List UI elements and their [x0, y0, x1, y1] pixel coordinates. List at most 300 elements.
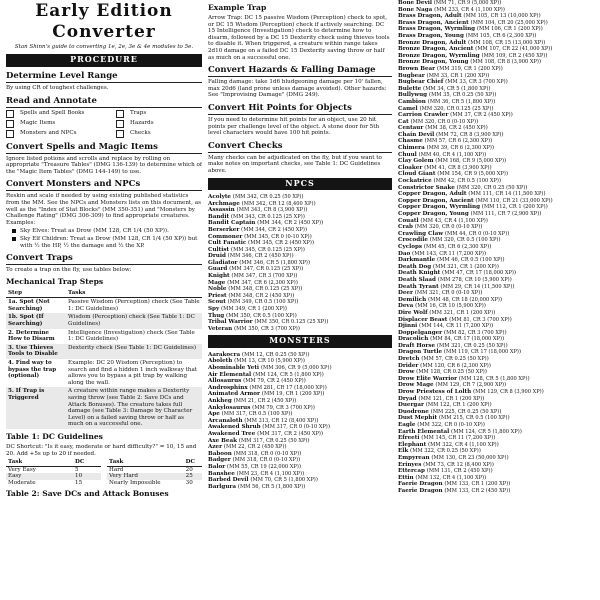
creature-name: Cyclops [398, 243, 423, 250]
list-item: Cult Fanatic (MM 345, CR 2 (450 XP)) [208, 240, 315, 247]
check-checks[interactable]: Checks [116, 130, 202, 138]
list-item: Bugbear Chief (MM 33, CR 3 (700 XP)) [398, 79, 508, 86]
creature-name: Cloud Giant [398, 171, 436, 178]
creature-name: Drow Elite Warrior [398, 375, 458, 382]
creature-name: Dust Mephit [398, 415, 438, 422]
creature-stats: MM 57, CR 6 (2,300 XP) [426, 138, 490, 145]
creature-name: Cultist [208, 246, 230, 253]
creature-name: Cloaker [398, 164, 423, 171]
list-item: Ettercap (MM 131, CR 2 (450 XP)) [398, 468, 493, 475]
list-item: Copper Dragon, Ancient (MM 110, CR 21 (33,000 XP)) [398, 197, 553, 204]
hit-points-heading: Convert Hit Points for Objects [208, 103, 392, 115]
table-row: 1a. Spot (Not Searching) Passive Wisdom (Perception) check (See Table 1: DC Guidelines) [8, 299, 200, 312]
creature-name: Cockatrice [398, 178, 432, 185]
checkbox-icon[interactable] [116, 120, 124, 128]
creature-stats: MM 121, CR 1 (200 XP) [420, 395, 483, 402]
list-item: Death Slaad (MM 278, CR 10 (5,900 XP)) [398, 276, 512, 283]
creature-stats: MM 104, CR 20 (25,000 XP) [472, 19, 546, 26]
list-item: Cyclops (MM 45, CR 6 (2,300 XP)) [398, 243, 492, 250]
convert-spells-heading: Convert Spells and Magic Items [6, 142, 202, 154]
creature-stats: MM 321, CR 0.25 (50 XP) [439, 342, 506, 349]
col-step: Step [6, 289, 66, 298]
creature-name: Demilich [398, 296, 427, 303]
determine-level-text: By using CR of toughest challenges. [6, 84, 109, 91]
creature-name: Dragon Turtle [398, 349, 443, 356]
list-item: Death Knight (MM 47, CR 17 (18,000 XP)) [398, 270, 517, 277]
creature-name: Cat [398, 118, 409, 125]
example-trap-heading: Example Trap [208, 3, 267, 12]
hazards-heading: Convert Hazards & Falling Damage [208, 65, 392, 77]
list-item: Deva (MM 16, CR 10 (5,900 XP)) [398, 303, 486, 310]
list-item: Abominable Yeti (MM 306, CR 9 (5,000 XP)) [208, 365, 332, 372]
list-item: Drider (MM 120, CR 6 (2,300 XP)) [398, 362, 491, 369]
creature-stats: MM 346, CR 2 (450 XP) [229, 253, 292, 260]
creature-name: Bronze Dragon, Young [398, 59, 469, 66]
bullet-square-icon [12, 229, 16, 233]
creature-stats: MM 350, CR 0.5 (100 XP) [228, 312, 295, 319]
read-annotate-heading: Read and Annotate [6, 96, 202, 108]
creature-stats: MM 322, CR 4 (1,100 XP) [430, 441, 497, 448]
creature-name: Berserker [208, 226, 240, 233]
creature-name: Druid [208, 253, 226, 260]
page-title-line-2: Converter [52, 22, 156, 42]
creature-stats: MM 45, CR 6 (2,300 XP) [426, 243, 490, 250]
list-item: Azer (MM 22, CR 2 (450 XP)) [208, 444, 287, 451]
creature-stats: MM 82, CR 3 (700 XP) [446, 329, 505, 336]
creature-stats: MM 33, CR 1 (200 XP) [428, 72, 488, 79]
list-item: Copper Dragon, Young (MM 111, CR 7 (2,900 XP)) [398, 211, 542, 217]
list-item: Dust Mephit (MM 215, CR 0.5 (100 XP)) [398, 415, 510, 422]
creature-name: Bone Devil [398, 0, 432, 6]
creature-name: Earth Elemental [398, 428, 450, 435]
creature-stats: MM 349, CR 0.5 (100 XP) [229, 299, 297, 306]
table-row: 2. Determine How to Disarm Intelligence (Investigation) check (See Table 1: DC Guidelines) [8, 329, 195, 343]
list-item: Dretch (MM 57, CR 0.25 (50 XP)) [398, 356, 489, 363]
creature-name: Drow Mage [398, 382, 434, 389]
creature-stats: MM 350, CR 3 (700 XP) [236, 325, 298, 332]
creature-stats: MM 344, CR 2 (450 XP) [259, 220, 321, 227]
creature-stats: MM 44, CR 0 (0-10 XP) [447, 230, 508, 237]
list-item: Cambion (MM 36, CR 5 (1,800 XP)) [398, 98, 496, 105]
creature-name: Abominable Yeti [208, 365, 260, 372]
creature-stats: MM 349, CR 1 (200 XP) [223, 306, 285, 313]
creature-stats: MM 133, CR 1 (200 XP) [446, 481, 509, 488]
creature-stats: MM 129, CR 7 (2,900 XP) [437, 382, 505, 389]
bullet-square-icon [12, 237, 16, 241]
checkbox-icon[interactable] [6, 110, 14, 118]
creature-stats: MM 133, CR 2 (450 XP) [446, 487, 509, 494]
creature-stats: MM 29, CR 14 (11,500 XP) [442, 283, 513, 290]
creature-name: Aboleth [208, 358, 233, 365]
table-row: Hard 20 [109, 466, 193, 473]
creature-stats: MM 79, CR 2 (450 XP) [245, 378, 304, 385]
creature-name: Crocodile [398, 237, 428, 244]
list-item: Eagle (MM 322, CR 0 (0-10 XP)) [398, 422, 485, 428]
list-item: Cloud Giant (MM 154, CR 9 (5,000 XP)) [398, 171, 509, 178]
creature-name: Bronze Dragon, Ancient [398, 46, 474, 53]
creature-name: Chain Devil [398, 131, 435, 138]
creature-name: Brass Dragon, Adult [398, 13, 462, 20]
creature-stats: MM 108, CR 8 (3,900 XP) [472, 59, 539, 66]
creature-stats: MM 79, CR 3 (700 XP) [254, 404, 313, 411]
mech-trap-heading: Mechanical Trap Steps [6, 276, 104, 286]
creature-name: Bugbear [398, 72, 425, 79]
creature-name: Ankheg [208, 398, 232, 404]
list-item: Chain Devil (MM 72, CR 8 (3,900 XP)) [398, 131, 504, 138]
left-column [6, 0, 202, 600]
creature-name: Copper Dragon, Ancient [398, 197, 474, 204]
check-traps[interactable]: Traps [116, 110, 202, 118]
list-item: Drow Priestess of Lolth (MM 129, CR 8 (3,900 XP)) [398, 389, 544, 396]
creature-stats: MM 47, CR 17 (18,000 XP) [444, 270, 514, 277]
list-item: Copper Dragon, Adult (MM 111, CR 14 (11,500 XP)) [398, 191, 546, 198]
creature-stats: MM 108, CR 15 (13,000 XP) [470, 39, 544, 46]
list-item: Camel (MM 320, CR 0.125 (25 XP)) [398, 105, 494, 112]
creature-stats: MM 36, CR 5 (1,800 XP) [429, 98, 494, 105]
convert-traps-heading: Convert Traps [6, 253, 202, 265]
creature-stats: MM 109, CR 2 (450 XP) [483, 52, 546, 59]
creature-name: Knight [208, 273, 230, 280]
checks-heading: Convert Checks [208, 141, 392, 153]
list-item: Bronze Dragon, Wyrmling (MM 109, CR 2 (450 XP)) [398, 52, 548, 59]
table-row: Very Hard 25 [107, 473, 202, 480]
list-item: Elephant (MM 322, CR 4 (1,100 XP)) [398, 441, 499, 448]
creature-name: Dao [398, 250, 411, 257]
list-item: Thug (MM 350, CR 0.5 (100 XP)) [208, 312, 297, 319]
list-item: Constrictor Snake (MM 320, CR 0.25 (50 XP)) [398, 184, 528, 191]
creature-stats: MM 343, CR 0.125 (25 XP) [233, 213, 303, 220]
creature-stats: MM 39, CR 6 (2,300 XP) [428, 145, 492, 152]
list-item: Cloaker (MM 41, CR 8 (3,900 XP)) [398, 164, 492, 171]
bullet-sky-elves: Sky Elves: Treat as Drow (MM 128, CR 1/4 (50 XP)). [12, 228, 202, 235]
col-tasks: Tasks [66, 289, 202, 298]
list-item: Erinyes (MM 73, CR 12 (8,400 XP)) [398, 461, 494, 468]
creature-stats: MM 154, CR 9 (5,000 XP) [439, 171, 506, 178]
list-item: Mage (MM 347, CR 6 (2,300 XP)) [208, 279, 298, 286]
creature-stats: MM 21, CR 2 (450 XP) [235, 398, 295, 404]
creature-name: Brass Dragon, Young [398, 32, 464, 39]
creature-name: Drow Priestess of Lolth [398, 389, 472, 396]
creature-name: Gladiator [208, 259, 238, 266]
right-column [398, 0, 596, 600]
creature-name: Brown Bear [398, 65, 436, 72]
creature-stats: MM 131, CR 2 (450 XP) [428, 468, 491, 475]
creature-stats: MM 56, CR 5 (1,800 XP) [239, 483, 304, 490]
creature-name: Doppelganger [398, 329, 443, 336]
creature-name: Baboon [208, 450, 232, 457]
creature-stats: MM 105, CR 6 (2,300 XP) [467, 32, 535, 39]
table-row: Easy 10 [6, 473, 101, 480]
list-item: Dao (MM 143, CR 11 (7,200 XP)) [398, 250, 487, 257]
table2-heading: Table 2: Save DCs and Attack Bonuses [6, 489, 169, 499]
creature-stats: MM 320, CR 0.125 (25 XP) [421, 105, 492, 112]
creature-stats: MM 19, CR 1 (200 XP) [263, 391, 323, 398]
creature-name: Veteran [208, 325, 233, 332]
creature-stats: MM 313, CR 12 (8,400 XP) [246, 417, 317, 424]
creature-name: Darkmantle [398, 257, 436, 264]
list-item: Brown Bear (MM 319, CR 1 (200 XP)) [398, 65, 503, 72]
creature-name: Assassin [208, 207, 235, 214]
convert-traps-text: To create a trap on the fly, use tables below: [6, 267, 132, 274]
list-item: Dracolich (MM 84, CR 17 (18,000 XP)) [398, 336, 505, 343]
creature-stats: MM 43, CR 4 (1,100 XP) [422, 217, 486, 224]
list-item: Air Elemental (MM 124, CR 5 (1,800 XP)) [208, 371, 324, 378]
creature-name: Bronze Dragon, Wyrmling [398, 52, 480, 59]
creature-name: Guard [208, 266, 228, 273]
list-item: Copper Dragon, Wyrmling (MM 112, CR 1 (200 XP)) [398, 204, 548, 211]
list-item: Draft Horse (MM 321, CR 0.25 (50 XP)) [398, 342, 508, 349]
creature-name: Bandit [208, 213, 230, 220]
list-item: Axe Beak (MM 317, CR 0.25 (50 XP)) [208, 437, 310, 444]
table-row: 4. Find way to bypass the trap (optional) Example: DC 20 Wisdom (Perception) to search and find a hidden 1 inch walkway that allows you to bypass a pit trap by walking along the wall. [8, 360, 198, 386]
creature-stats: MM 124, CR 5 (1,800 XP) [453, 428, 520, 435]
list-item: Bullywug (MM 35, CR 0.25 (50 XP)) [398, 92, 497, 99]
creature-stats: MM 38, CR 2 (450 XP) [427, 125, 486, 132]
creature-stats: MM 33, CR 3 (700 XP) [447, 79, 506, 86]
convert-monsters-text: Reskin and scale if needed by using existing published statistics from the MM. See the NPCs and Monsters lists on this document, as well as the "Index of Stat Blocks" (MM 350-351) and "Monsters by Challenge Rating" (DMG 306-309) to find appropriate creatures. Examples: [6, 193, 201, 226]
creature-name: Mage [208, 279, 226, 286]
creature-stats: MM 129, CR 8 (3,900 XP) [475, 389, 542, 396]
creature-name: Copper Dragon, Young [398, 211, 469, 217]
list-item: Carrion Crawler (MM 37, CR 2 (450 XP)) [398, 112, 513, 119]
list-item: Djinni (MM 144, CR 11 (7,200 XP)) [398, 323, 494, 330]
npcs-bar: NPCS [208, 178, 392, 190]
creature-stats: MM 16, CR 10 (5,900 XP) [417, 303, 484, 310]
list-item: Brass Dragon, Adult (MM 105, CR 13 (10,000 XP)) [398, 13, 541, 20]
list-item: Bronze Dragon, Young (MM 108, CR 8 (3,900 XP)) [398, 59, 542, 66]
bullet-sky-elf-children: Sky Elf Children: Treat as Drow (MM 128, CR 1/4 (50 XP)) but with ½ the HP, ½ the damage and ½ the XP. [12, 236, 202, 249]
creature-name: Death Slaad [398, 276, 436, 283]
list-item: Brass Dragon, Ancient (MM 104, CR 20 (25,000 XP)) [398, 19, 548, 26]
checks-text: Many checks can be adjudicated on the fly, but if you want to make notes on important checks, see Table 1: DC Guidelines above. [208, 154, 382, 174]
list-item: Ankylosaurus (MM 79, CR 3 (700 XP)) [208, 404, 315, 411]
list-item: Veteran (MM 350, CR 3 (700 XP)) [208, 325, 300, 332]
creature-stats: MM 130, CR 23 (50,000 XP) [433, 454, 507, 461]
list-item: Crocodile (MM 320, CR 0.5 (100 XP)) [398, 237, 501, 244]
list-item: Gladiator (MM 346, CR 5 (1,800 XP)) [208, 259, 311, 266]
creature-stats: MM 42, CR 0.5 (100 XP) [435, 178, 499, 185]
creature-name: Arcanaloth [208, 417, 243, 424]
creature-name: Priest [208, 292, 227, 299]
creature-name: Couatl [398, 217, 419, 224]
list-item: Awakened Shrub (MM 317, CR 0 (0-10 XP)) [208, 424, 330, 431]
list-item: Couatl (MM 43, CR 4 (1,100 XP)) [398, 217, 488, 224]
list-item: Drow Elite Warrior (MM 128, CR 5 (1,800 XP)) [398, 375, 530, 382]
creature-name: Balor [208, 463, 226, 470]
check-hazards[interactable]: Hazards [116, 120, 202, 128]
list-item: Clay Golem (MM 168, CR 9 (5,000 XP)) [398, 158, 507, 165]
creature-name: Constrictor Snake [398, 184, 455, 191]
creature-stats: MM 319, CR 1 (200 XP) [439, 65, 501, 72]
list-item: Cultist (MM 345, CR 0.125 (25 XP)) [208, 246, 305, 253]
list-item: Chimera (MM 39, CR 6 (2,300 XP)) [398, 145, 495, 152]
table-row: Very Easy 5 [8, 466, 79, 473]
creature-name: Badger [208, 457, 231, 464]
list-item: Awakened Tree (MM 317, CR 2 (450 XP)) [208, 430, 324, 437]
list-item: Doppelganger (MM 82, CR 3 (700 XP)) [398, 329, 507, 336]
creature-name: Duergar [398, 402, 424, 409]
creature-name: Scout [208, 299, 226, 306]
creature-name: Clay Golem [398, 158, 434, 165]
list-item: Bandit Captain (MM 344, CR 2 (450 XP)) [208, 220, 324, 227]
list-item: Scout (MM 349, CR 0.5 (100 XP)) [208, 299, 299, 306]
creature-name: Carrion Crawler [398, 112, 449, 119]
creature-name: Bone Naga [398, 6, 433, 13]
list-item: Spy (MM 349, CR 1 (200 XP)) [208, 306, 287, 313]
list-item: Ankheg (MM 21, CR 2 (450 XP)) [208, 398, 297, 404]
creature-stats: MM 348, CR 2 (450 XP) [230, 292, 293, 299]
list-item: Ettin (MM 132, CR 4 (1,100 XP)) [398, 474, 487, 481]
check-magic-items[interactable]: Magic Items [6, 120, 116, 128]
list-item: Displacer Beast (MM 81, CR 3 (700 XP)) [398, 316, 512, 323]
creature-name: Crab [398, 224, 413, 231]
creature-stats: MM 105, CR 13 (10,000 XP) [465, 13, 539, 20]
list-item: Efreeti (MM 145, CR 11 (7,200 XP)) [398, 435, 496, 442]
example-trap-text: Arrow Trap: DC 15 passive Wisdom (Perception) check to spot, or DC 15 Wisdom (Perception) check if actively searching. DC 15 Intelligence (Investigation) check to determine how to disarm, followed by a DC 15 Dexterity check using thieves tools to disable it. When triggered, a creature within range takes 2d10 damage on a failed DC 15 Dexterity saving throw or half as much on a successful one. [208, 14, 390, 61]
creature-name: Barlgura [208, 483, 236, 490]
dc-tables [6, 459, 202, 486]
creature-stats: MM 281, CR 17 (18,000 XP) [251, 384, 325, 391]
check-monsters[interactable]: Monsters and NPCs [6, 130, 116, 138]
list-item: Faerie Dragon (MM 133, CR 2 (450 XP)) [398, 487, 511, 494]
table-row: 1b. Spot (If Searching) Wisdom (Perception) check (See Table 1: DC Guidelines) [6, 313, 202, 328]
list-item: Drow Mage (MM 129, CR 7 (2,900 XP)) [398, 382, 507, 389]
creature-stats: MM 40, CR 4 (1,100 XP) [420, 151, 484, 158]
list-item: Faerie Dragon (MM 133, CR 1 (200 XP)) [398, 481, 511, 488]
list-item: Dire Wolf (MM 321, CR 1 (200 XP)) [398, 309, 496, 316]
creature-stats: MM 348, CR 0.125 (25 XP) [230, 286, 301, 293]
creature-stats: MM 34, CR 5 (1,800 XP) [425, 85, 489, 92]
creature-name: Commoner [208, 233, 243, 240]
creature-name: Death Dog [398, 263, 432, 270]
list-item: Drow (MM 128, CR 0.25 (50 XP)) [398, 369, 487, 376]
list-item: Bone Naga (MM 233, CR 4 (1,100 XP)) [398, 6, 505, 13]
creature-name: Ettercap [398, 468, 425, 475]
creature-stats: MM 317, CR 0 (0-10 XP) [264, 424, 328, 431]
creature-stats: MM 71, CR 9 (5,000 XP) [435, 0, 500, 6]
creature-name: Bugbear Chief [398, 79, 444, 86]
list-item: Berserker (MM 344, CR 2 (450 XP)) [208, 226, 308, 233]
table-row: Nearly Impossible 30 [109, 479, 193, 486]
list-item: Bronze Dragon, Ancient (MM 107, CR 22 (41,000 XP)) [398, 46, 553, 53]
procedure-bar: PROCEDURE [6, 54, 202, 66]
creature-name: Drow [398, 369, 415, 376]
creature-stats: MM 320, CR 0.5 (100 XP) [431, 237, 499, 244]
list-item: Dryad (MM 121, CR 1 (200 XP)) [398, 395, 485, 402]
creature-stats: MM 145, CR 11 (7,200 XP) [423, 435, 494, 442]
creature-stats: MM 23, CR 4 (1,100 XP) [238, 470, 302, 477]
creature-name: Allosaurus [208, 378, 242, 385]
creature-name: Bandit Captain [208, 220, 256, 227]
creature-name: Crawling Claw [398, 230, 444, 237]
convert-spells-text: Ignore listed potions and scrolls and replace by rolling on appropriate "Treasure Tables" (DMG 136-139) to determine which of the "Magic Item Tables" (DMG 144-149) to use. [6, 155, 202, 175]
list-item: Brass Dragon, Young (MM 105, CR 6 (2,300 XP)) [398, 32, 537, 39]
creature-stats: MM 345, CR 0.125 (25 XP) [233, 246, 303, 253]
check-spells[interactable]: Spells and Spell Books [6, 110, 116, 118]
creature-name: Deva [398, 303, 414, 310]
creature-name: Ankylosaurus [208, 404, 251, 411]
list-item: Bronze Dragon, Adult (MM 108, CR 15 (13,000 XP)) [398, 39, 546, 46]
list-item: Chasme (MM 57, CR 6 (2,300 XP)) [398, 138, 493, 145]
creature-stats: MM 112, CR 1 (200 XP) [483, 204, 546, 211]
list-item: Death Tyrant (MM 29, CR 14 (11,500 XP)) [398, 283, 515, 290]
creature-name: Aarakocra [208, 351, 241, 358]
creature-stats: MM 225, CR 0.25 (50 XP) [432, 408, 500, 415]
creature-stats: MM 215, CR 0.5 (100 XP) [441, 415, 508, 422]
list-item: Deer (MM 321, CR 0 (0-10 XP)) [398, 290, 483, 297]
creature-name: Archmage [208, 200, 240, 207]
creature-stats: MM 41, CR 8 (3,900 XP) [426, 164, 490, 171]
creature-stats: MM 124, CR 5 (1,800 XP) [255, 371, 322, 378]
list-item: Barbed Devil (MM 70, CR 5 (1,800 XP)) [208, 477, 318, 484]
checkbox-icon[interactable] [6, 130, 14, 138]
creature-stats: MM 81, CR 3 (700 XP) [451, 316, 510, 323]
creature-stats: MM 321, CR 1 (200 XP) [431, 309, 494, 316]
determine-level-heading: Determine Level Range [6, 71, 202, 83]
creature-name: Androsphinx [208, 384, 248, 391]
creature-name: Cult Fanatic [208, 240, 247, 247]
list-item: Knight (MM 347, CR 3 (700 XP)) [208, 273, 298, 280]
creature-name: Eagle [398, 422, 416, 428]
creature-stats: MM 350, CR 0.125 (25 XP) [256, 319, 327, 326]
list-item: Acolyte (MM 342, CR 0.25 (50 XP)) [208, 193, 304, 200]
creature-name: Air Elemental [208, 371, 252, 378]
creature-name: Deer [398, 290, 413, 297]
list-item: Druid (MM 346, CR 2 (450 XP)) [208, 253, 294, 260]
creature-stats: MM 57, CR 0.25 (50 XP) [423, 356, 487, 363]
list-item: Centaur (MM 38, CR 2 (450 XP)) [398, 125, 488, 132]
creature-name: Death Knight [398, 270, 441, 277]
list-item: Arcanaloth (MM 313, CR 12 (8,400 XP)) [208, 417, 319, 424]
creature-stats: MM 35, CR 0.25 (50 XP) [431, 92, 495, 99]
creature-stats: MM 13, CR 10 (5,900 XP) [236, 358, 303, 365]
list-item: Banshee (MM 23, CR 4 (1,100 XP)) [208, 470, 305, 477]
list-item: Commoner (MM 345, CR 0 (0-10 XP)) [208, 233, 312, 240]
creature-stats: MM 318, CR 0 (0-10 XP) [235, 450, 300, 457]
creature-stats: MM 306, CR 9 (5,000 XP) [263, 365, 330, 372]
middle-column [208, 0, 392, 600]
checkbox-icon[interactable] [6, 120, 14, 128]
creature-stats: MM 168, CR 9 (5,000 XP) [437, 158, 504, 165]
checkbox-icon[interactable] [116, 130, 124, 138]
creature-stats: MM 278, CR 10 (5,900 XP) [439, 276, 510, 283]
creature-name: Azer [208, 444, 223, 451]
dc-shortcut: DC Shortcut: "Is it easy, moderate or hard difficulty?" = 10, 15 and 20. Add +5s up to 20 if needed. [6, 443, 197, 457]
checkbox-icon[interactable] [116, 110, 124, 118]
creature-name: Death Tyrant [398, 283, 439, 290]
list-item: Crawling Claw (MM 44, CR 0 (0-10 XP)) [398, 230, 510, 237]
creature-name: Animated Armor [208, 391, 260, 398]
list-item: Brass Dragon, Wyrmling (MM 106, CR 1 (200 XP)) [398, 26, 543, 33]
list-item: Guard (MM 347, CR 0.125 (25 XP)) [208, 266, 304, 273]
list-item: Chuul (MM 40, CR 4 (1,100 XP)) [398, 151, 487, 158]
creature-stats: MM 322, CR 0.25 (50 XP) [412, 448, 479, 455]
creature-stats: MM 46, CR 0.5 (100 XP) [439, 257, 503, 264]
creature-name: Thug [208, 312, 225, 319]
page-subtitle: Stan Shinn's guide to converting 1e, 2e, 3e & 4e modules to 5e. [14, 44, 194, 50]
hazards-text: Falling damage: take 1d6 bludgeoning damage per 10' fallen, max 20d6 (land prone unless damage avoided). Other hazards: See "Improvising Damage" (DMG 249). [208, 79, 387, 99]
annotate-checklist [6, 110, 202, 138]
table-row: 3. Use Thieves Tools to Disable Dexterity check (See Table 1: DC Guidelines) [6, 344, 202, 359]
creature-stats: MM 12, CR 0.25 (50 XP) [244, 351, 308, 358]
creature-name: Displacer Beast [398, 316, 448, 323]
creature-stats: MM 37, CR 2 (450 XP) [452, 112, 511, 119]
list-item: Duodrone (MM 225, CR 0.25 (50 XP)) [398, 408, 502, 415]
creature-stats: MM 347, CR 3 (700 XP) [233, 273, 296, 280]
creature-name: Spy [208, 306, 220, 313]
creature-name: Noble [208, 286, 227, 293]
creature-stats: MM 321, CR 0 (0-10 XP) [416, 290, 481, 297]
